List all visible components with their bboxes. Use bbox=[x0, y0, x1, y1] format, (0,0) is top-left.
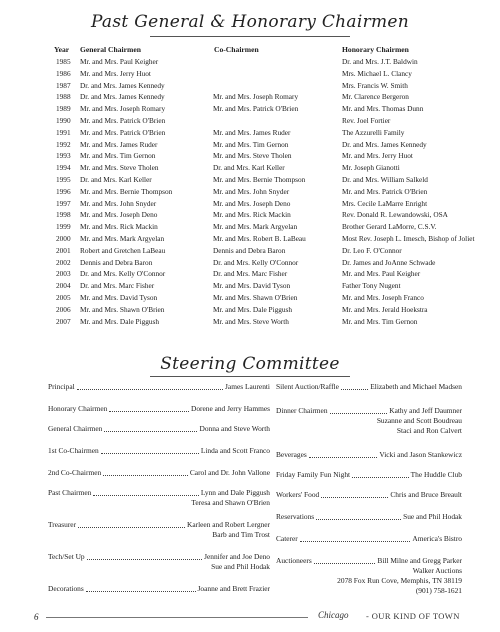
steering-member-name: The Huddle Club bbox=[410, 470, 462, 479]
steering-member-name: Sue and Phil Hodak bbox=[403, 512, 462, 521]
cell-honorary: Dr. James and JoAnne Schwade bbox=[342, 257, 436, 267]
table-row bbox=[0, 81, 500, 93]
steering-role-label: Beverages bbox=[276, 450, 307, 459]
cell-year: 2003 bbox=[56, 269, 71, 279]
steering-entry bbox=[48, 584, 270, 596]
cell-honorary: Mrs. Cecile LaMarre Enright bbox=[342, 198, 428, 208]
cell-honorary: Brother Gerard LaMorre, C.S.V. bbox=[342, 222, 437, 232]
table-row bbox=[0, 246, 500, 258]
table-row bbox=[0, 234, 500, 246]
cell-year: 1986 bbox=[56, 68, 71, 78]
table-row bbox=[0, 281, 500, 293]
steering-entry bbox=[276, 382, 462, 394]
cell-general: Robert and Gretchen LaBeau bbox=[80, 245, 166, 255]
cell-year: 2004 bbox=[56, 281, 71, 291]
column-header-co: Co-Chairmen bbox=[214, 45, 259, 54]
cell-honorary: Mr. and Mrs. Paul Keigher bbox=[342, 269, 421, 279]
steering-entry bbox=[48, 468, 270, 480]
column-header-year: Year bbox=[54, 45, 70, 54]
cell-co: Mr. and Mrs. Tim Gernon bbox=[213, 139, 289, 149]
dot-leader bbox=[101, 446, 199, 454]
cell-general: Mr. and Mrs. Tim Gernon bbox=[80, 151, 156, 161]
cell-general: Dr. and Mrs. Kelly O'Connor bbox=[80, 269, 166, 279]
steering-entry bbox=[48, 382, 270, 394]
steering-entry bbox=[48, 404, 270, 416]
steering-member-name: Bill Milne and Gregg Parker bbox=[377, 556, 462, 565]
cell-year: 1989 bbox=[56, 104, 71, 114]
table-row bbox=[0, 92, 500, 104]
cell-year: 1998 bbox=[56, 210, 71, 220]
cell-co: Mr. and Mrs. John Snyder bbox=[213, 186, 290, 196]
steering-role-label: 1st Co-Chairmen bbox=[48, 446, 99, 455]
steering-role-label: Principal bbox=[48, 382, 75, 391]
footer-brand: Chicago bbox=[318, 610, 349, 620]
cell-general: Mr. and Mrs. Rick Mackin bbox=[80, 222, 158, 232]
steering-member-name: Teresa and Shawn O'Brien bbox=[191, 498, 270, 507]
cell-general: Mr. and Mrs. Steve Tholen bbox=[80, 163, 159, 173]
cell-co: Mr. and Mrs. Rick Mackin bbox=[213, 210, 291, 220]
dot-leader bbox=[109, 404, 189, 412]
cell-year: 2000 bbox=[56, 233, 71, 243]
cell-co: Dennis and Debra Baron bbox=[213, 245, 286, 255]
cell-general: Mr. and Mrs. Dale Piggush bbox=[80, 316, 160, 326]
steering-role-label: Friday Family Fun Night bbox=[276, 470, 351, 479]
cell-general: Mr. and Mrs. Patrick O'Brien bbox=[80, 115, 166, 125]
cell-general: Mr. and Mrs. David Tyson bbox=[80, 292, 158, 302]
cell-honorary: Rev. Donald R. Lewandowski, OSA bbox=[342, 210, 448, 220]
steering-member-name: America's Bistro bbox=[412, 534, 462, 543]
steering-entry bbox=[276, 450, 462, 462]
dot-leader bbox=[93, 488, 199, 496]
steering-member-name: Chris and Bruce Breault bbox=[390, 490, 462, 499]
cell-year: 1999 bbox=[56, 222, 71, 232]
cell-co: Mr. and Mrs. Bernie Thompson bbox=[213, 174, 306, 184]
cell-year: 1992 bbox=[56, 139, 71, 149]
steering-member-name: Kathy and Jeff Daumner bbox=[389, 406, 462, 415]
cell-honorary: Dr. and Mrs. James Kennedy bbox=[342, 139, 427, 149]
cell-honorary: Mr. Clarence Bergeron bbox=[342, 92, 409, 102]
steering-entry bbox=[276, 512, 462, 524]
column-header-honorary: Honorary Chairmen bbox=[342, 45, 409, 54]
cell-honorary: Mr. and Mrs. Tim Gernon bbox=[342, 316, 418, 326]
steering-entry bbox=[48, 446, 270, 458]
steering-role-label: Honorary Chairmen bbox=[48, 404, 108, 413]
cell-general: Mr. and Mrs. Joseph Romary bbox=[80, 104, 166, 114]
steering-member-name: Barb and Tim Trost bbox=[212, 530, 270, 539]
page-number: 6 bbox=[34, 612, 39, 622]
cell-year: 1996 bbox=[56, 186, 71, 196]
cell-honorary: Mr. Joseph Gianotti bbox=[342, 163, 400, 173]
past-chairmen-title: Past General & Honorary Chairmen bbox=[90, 12, 410, 32]
dot-leader bbox=[341, 382, 368, 390]
cell-year: 2007 bbox=[56, 316, 71, 326]
table-row bbox=[0, 187, 500, 199]
cell-year: 1993 bbox=[56, 151, 71, 161]
steering-entry bbox=[276, 406, 462, 438]
cell-general: Mr. and Mrs. Mark Argyelan bbox=[80, 233, 165, 243]
steering-divider bbox=[150, 376, 350, 377]
steering-member-name: Elizabeth and Michael Madsen bbox=[370, 382, 462, 391]
table-row bbox=[0, 57, 500, 69]
cell-year: 1985 bbox=[56, 57, 71, 66]
table-row bbox=[0, 317, 500, 329]
cell-general: Mr. and Mrs. James Ruder bbox=[80, 139, 158, 149]
steering-role-label: Silent Auction/Raffle bbox=[276, 382, 339, 391]
steering-role-label: Dinner Chairmen bbox=[276, 406, 328, 415]
steering-role-label: Auctioneers bbox=[276, 556, 312, 565]
steering-member-name: Jennifer and Joe Deno bbox=[204, 552, 270, 561]
steering-role-label: 2nd Co-Chairmen bbox=[48, 468, 102, 477]
dot-leader bbox=[87, 552, 202, 560]
steering-role-label: Tech/Set Up bbox=[48, 552, 85, 561]
table-row bbox=[0, 128, 500, 140]
table-row bbox=[0, 151, 500, 163]
cell-honorary: Mr. and Mrs. Joseph Franco bbox=[342, 292, 424, 302]
table-row bbox=[0, 305, 500, 317]
steering-role-label: Workers' Food bbox=[276, 490, 320, 499]
dot-leader bbox=[86, 584, 196, 592]
steering-committee-title: Steering Committee bbox=[160, 354, 340, 374]
steering-member-name: Walker Auctions bbox=[412, 566, 462, 575]
table-row bbox=[0, 69, 500, 81]
dot-leader bbox=[330, 406, 387, 414]
cell-general: Mr. and Mrs. Patrick O'Brien bbox=[80, 127, 166, 137]
cell-co: Mr. and Mrs. James Ruder bbox=[213, 127, 291, 137]
cell-co: Mr. and Mrs. Robert B. LaBeau bbox=[213, 233, 306, 243]
table-row bbox=[0, 210, 500, 222]
steering-entry bbox=[276, 490, 462, 502]
steering-member-name: (901) 758-1621 bbox=[415, 586, 462, 595]
cell-honorary: Dr. Leo F. O'Connor bbox=[342, 245, 402, 255]
table-row bbox=[0, 140, 500, 152]
cell-year: 1991 bbox=[56, 127, 71, 137]
cell-co: Mr. and Mrs. David Tyson bbox=[213, 281, 291, 291]
steering-member-name: Linda and Scott Franco bbox=[200, 446, 270, 455]
dot-leader bbox=[103, 468, 188, 476]
footer-tagline: - OUR KIND OF TOWN bbox=[366, 611, 460, 621]
cell-co: Mr. and Mrs. Shawn O'Brien bbox=[213, 292, 298, 302]
dot-leader bbox=[78, 520, 185, 528]
cell-general: Mr. and Mrs. Paul Keigher bbox=[80, 57, 159, 66]
cell-general: Dr. and Mrs. James Kennedy bbox=[80, 80, 165, 90]
cell-honorary: Rev. Joel Fortier bbox=[342, 115, 391, 125]
steering-entry bbox=[48, 552, 270, 574]
cell-honorary: Father Tony Nugent bbox=[342, 281, 401, 291]
steering-role-label: General Chairmen bbox=[48, 424, 103, 433]
steering-role-label: Treasurer bbox=[48, 520, 77, 529]
steering-entry bbox=[48, 488, 270, 510]
cell-general: Mr. and Mrs. Joseph Deno bbox=[80, 210, 158, 220]
steering-member-name: 2078 Fox Run Cove, Memphis, TN 38119 bbox=[337, 576, 462, 585]
steering-entry bbox=[276, 556, 462, 598]
steering-entry bbox=[276, 534, 462, 546]
cell-honorary: Dr. and Mrs. J.T. Baldwin bbox=[342, 57, 418, 66]
cell-general: Dr. and Mrs. Marc Fisher bbox=[80, 281, 155, 291]
cell-year: 2006 bbox=[56, 304, 71, 314]
cell-co: Mr. and Mrs. Patrick O'Brien bbox=[213, 104, 299, 114]
steering-member-name: Dorene and Jerry Hammes bbox=[190, 404, 270, 413]
steering-member-name: Suzanne and Scott Boudreau bbox=[376, 416, 462, 425]
cell-year: 1997 bbox=[56, 198, 71, 208]
cell-co: Dr. and Mrs. Kelly O'Connor bbox=[213, 257, 299, 267]
cell-year: 1988 bbox=[56, 92, 71, 102]
column-header-general: General Chairmen bbox=[80, 45, 141, 54]
cell-co: Mr. and Mrs. Steve Worth bbox=[213, 316, 289, 326]
cell-year: 1994 bbox=[56, 163, 71, 173]
cell-co: Mr. and Mrs. Dale Piggush bbox=[213, 304, 293, 314]
cell-honorary: Most Rev. Joseph L. Imesch, Bishop of Joliet bbox=[342, 233, 475, 243]
dot-leader bbox=[316, 512, 401, 520]
table-row bbox=[0, 293, 500, 305]
cell-co: Dr. and Mrs. Marc Fisher bbox=[213, 269, 288, 279]
cell-year: 1987 bbox=[56, 80, 71, 90]
cell-general: Mr. and Mrs. Shawn O'Brien bbox=[80, 304, 165, 314]
table-row bbox=[0, 222, 500, 234]
table-row bbox=[0, 175, 500, 187]
dot-leader bbox=[314, 556, 375, 564]
cell-general: Dr. and Mrs. James Kennedy bbox=[80, 92, 165, 102]
footer-rule bbox=[46, 617, 308, 618]
steering-role-label: Reservations bbox=[276, 512, 315, 521]
cell-year: 2005 bbox=[56, 292, 71, 302]
table-row bbox=[0, 269, 500, 281]
cell-honorary: Dr. and Mrs. William Salkeld bbox=[342, 174, 428, 184]
steering-role-label: Past Chairmen bbox=[48, 488, 92, 497]
steering-member-name: Joanne and Brett Frazier bbox=[197, 584, 270, 593]
cell-year: 2002 bbox=[56, 257, 71, 267]
steering-member-name: Lynn and Dale Piggush bbox=[200, 488, 270, 497]
steering-member-name: Staci and Ron Calvert bbox=[396, 426, 462, 435]
steering-role-label: Caterer bbox=[276, 534, 298, 543]
dot-leader bbox=[77, 382, 223, 390]
cell-year: 1990 bbox=[56, 115, 71, 125]
table-row bbox=[0, 163, 500, 175]
steering-member-name: James Laurenti bbox=[225, 382, 270, 391]
title-divider bbox=[150, 36, 350, 37]
cell-co: Dr. and Mrs. Karl Keller bbox=[213, 163, 285, 173]
steering-entry bbox=[48, 424, 270, 436]
cell-general: Mr. and Mrs. John Snyder bbox=[80, 198, 157, 208]
table-row bbox=[0, 258, 500, 270]
dot-leader bbox=[352, 470, 409, 478]
cell-honorary: Mr. and Mrs. Jerald Hoekstra bbox=[342, 304, 428, 314]
cell-honorary: Mr. and Mrs. Patrick O'Brien bbox=[342, 186, 428, 196]
table-row bbox=[0, 199, 500, 211]
dot-leader bbox=[321, 490, 388, 498]
steering-entry bbox=[48, 520, 270, 542]
steering-member-name: Karleen and Robert Lergner bbox=[187, 520, 270, 529]
steering-member-name: Carol and Dr. John Vallone bbox=[189, 468, 270, 477]
cell-honorary: Mr. and Mrs. Thomas Dunn bbox=[342, 104, 424, 114]
cell-co: Mr. and Mrs. Joseph Romary bbox=[213, 92, 299, 102]
cell-co: Mr. and Mrs. Steve Tholen bbox=[213, 151, 292, 161]
cell-honorary: Mrs. Francis W. Smith bbox=[342, 80, 408, 90]
dot-leader bbox=[300, 534, 410, 542]
table-row bbox=[0, 116, 500, 128]
cell-general: Dr. and Mrs. Karl Keller bbox=[80, 174, 152, 184]
cell-co: Mr. and Mrs. Mark Argyelan bbox=[213, 222, 298, 232]
table-row bbox=[0, 104, 500, 116]
cell-general: Mr. and Mrs. Bernie Thompson bbox=[80, 186, 173, 196]
dot-leader bbox=[104, 424, 197, 432]
chairmen-table bbox=[0, 57, 500, 328]
dot-leader bbox=[309, 450, 377, 458]
cell-co: Mr. and Mrs. Joseph Deno bbox=[213, 198, 291, 208]
cell-honorary: Mrs. Michael L. Clancy bbox=[342, 68, 412, 78]
steering-member-name: Vicki and Jason Stankewicz bbox=[379, 450, 462, 459]
steering-role-label: Decorations bbox=[48, 584, 84, 593]
cell-general: Dennis and Debra Baron bbox=[80, 257, 153, 267]
cell-year: 1995 bbox=[56, 174, 71, 184]
steering-member-name: Donna and Steve Worth bbox=[199, 424, 270, 433]
cell-honorary: Mr. and Mrs. Jerry Huot bbox=[342, 151, 413, 161]
cell-general: Mr. and Mrs. Jerry Huot bbox=[80, 68, 151, 78]
cell-honorary: The Azzurelli Family bbox=[342, 127, 405, 137]
steering-member-name: Sue and Phil Hodak bbox=[211, 562, 270, 571]
steering-entry bbox=[276, 470, 462, 482]
cell-year: 2001 bbox=[56, 245, 71, 255]
